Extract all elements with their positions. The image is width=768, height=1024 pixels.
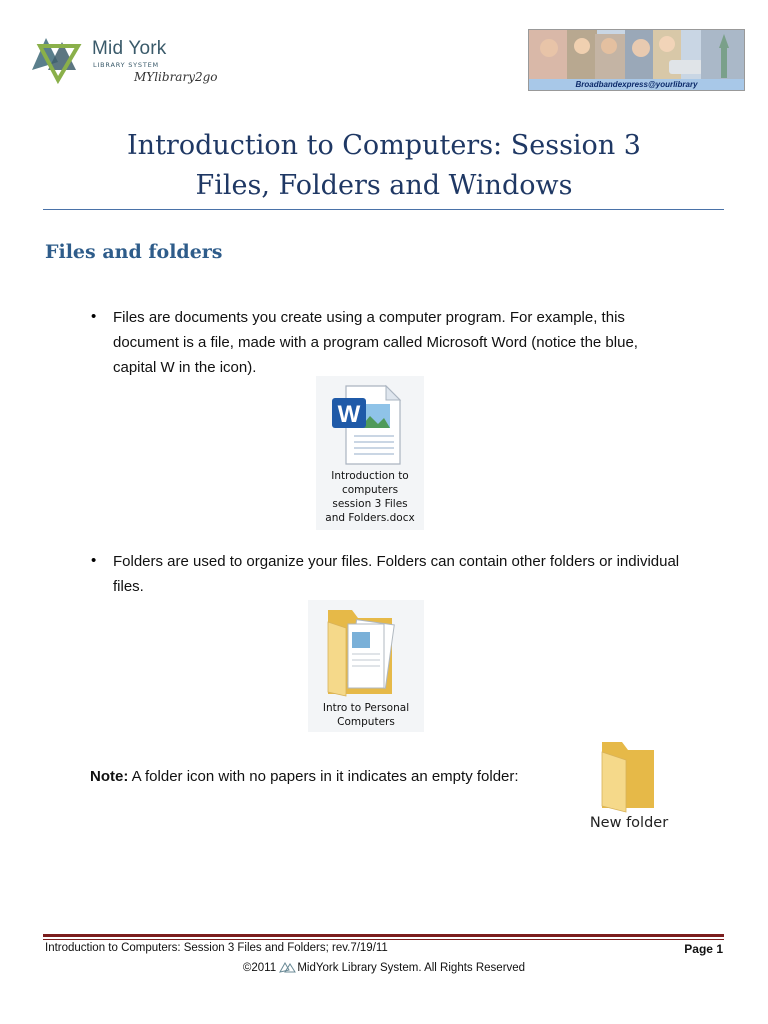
label-line: Intro to Personal bbox=[322, 702, 410, 714]
logo-tagline: MYlibrary2go bbox=[134, 70, 218, 84]
folder-with-papers-icon bbox=[322, 602, 410, 698]
copyright-text: MidYork Library System. All Rights Reserved bbox=[297, 962, 526, 974]
note-text bbox=[90, 768, 519, 785]
label-line: computers bbox=[341, 484, 399, 496]
word-file-label bbox=[316, 469, 424, 525]
folder-label bbox=[308, 701, 424, 729]
logo-subtitle: LIBRARY SYSTEM bbox=[93, 61, 159, 69]
midyork-logo bbox=[28, 30, 228, 92]
note-label: Note: bbox=[90, 768, 129, 785]
bullet-line: Folders are used to organize your files. Folders can contain other folders or individual bbox=[113, 553, 680, 570]
note-body: A folder icon with no papers in it indicates an empty folder: bbox=[128, 768, 519, 785]
bullet-folders-text bbox=[113, 549, 728, 599]
footer-divider-thick bbox=[43, 934, 724, 937]
section-heading: Files and folders bbox=[45, 241, 223, 263]
bullet-line: document is a file, made with a program called Microsoft Word (notice the blue, bbox=[113, 334, 638, 351]
logo-name: Mid York bbox=[92, 38, 167, 59]
word-document-icon bbox=[328, 380, 408, 468]
label-line: Introduction to bbox=[331, 470, 409, 482]
bullet-files-text bbox=[113, 305, 728, 380]
title-divider bbox=[43, 209, 724, 210]
document-title bbox=[0, 126, 768, 206]
footer-page-number: Page 1 bbox=[684, 942, 723, 956]
footer-document-info: Introduction to Computers: Session 3 Files and Folders; rev.7/19/11 bbox=[45, 942, 388, 954]
title-line-2: Files, Folders and Windows bbox=[195, 170, 573, 201]
footer-copyright bbox=[0, 962, 768, 974]
broadband-banner bbox=[528, 29, 745, 91]
footer-divider-thin bbox=[43, 939, 724, 940]
word-file-icon-tile[interactable] bbox=[316, 376, 424, 530]
folder-icon-tile[interactable] bbox=[308, 600, 424, 732]
svg-text:W: W bbox=[337, 401, 361, 428]
bullet-line: files. bbox=[113, 578, 144, 595]
bullet-marker: • bbox=[91, 308, 97, 325]
label-line: Computers bbox=[337, 716, 395, 728]
empty-folder-label: New folder bbox=[589, 815, 669, 831]
bullet-line: capital W in the icon). bbox=[113, 359, 257, 376]
bullet-marker: • bbox=[91, 552, 97, 569]
bullet-line: Files are documents you create using a computer program. For example, this bbox=[113, 309, 625, 326]
label-line: and Folders.docx bbox=[325, 512, 415, 524]
banner-caption: Broadbandexpress@yourlibrary bbox=[529, 79, 744, 90]
empty-folder-icon[interactable] bbox=[592, 738, 664, 814]
title-line-1: Introduction to Computers: Session 3 bbox=[127, 130, 641, 161]
midyork-small-logo-icon bbox=[279, 962, 297, 974]
label-line: session 3 Files bbox=[332, 498, 408, 510]
copyright-year: ©2011 bbox=[242, 962, 280, 974]
midyork-logo-icon bbox=[28, 32, 86, 84]
